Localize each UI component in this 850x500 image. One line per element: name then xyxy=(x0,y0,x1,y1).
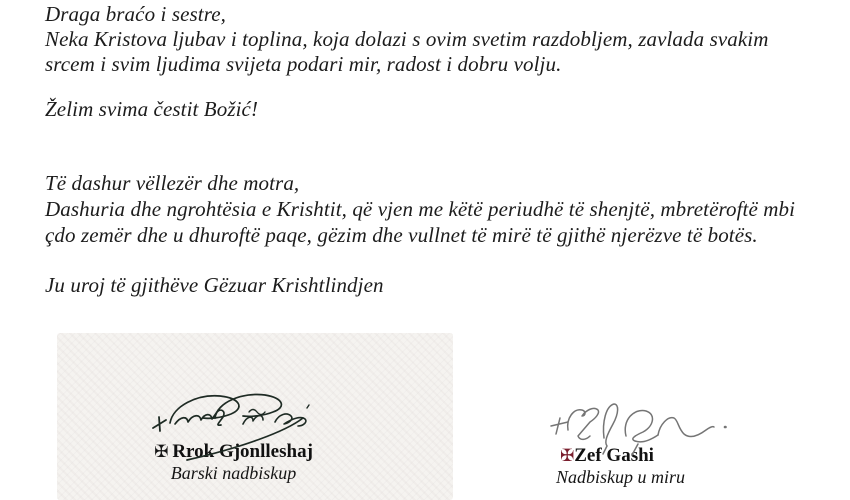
albanian-salutation: Të dashur vëllezër dhe motra, xyxy=(45,171,300,195)
signatory-name-left xyxy=(136,441,331,463)
croatian-body-line-1: Neka Kristova ljubav i toplina, koja dolazi s ovim svetim razdobljem, zavlada svakim xyxy=(45,27,769,51)
croatian-body-line-2: srcem i svim ljudima svijeta podari mir, radost i dobru volju. xyxy=(45,52,562,76)
christmas-greeting-croatian: Želim svima čestit Božić! xyxy=(45,97,259,121)
croatian-salutation: Draga braćo i sestre, xyxy=(45,2,226,26)
albanian-body-line-1: Dashuria dhe ngrohtësia e Krishtit, që vjen me këtë periudhë të shenjtë, mbretëroftë mbi xyxy=(45,197,796,221)
albanian-body-line-2: çdo zemër dhe u dhuroftë paqe, gëzim dhe vullnet të mirë të gjithë njerëzve të botës. xyxy=(45,223,758,247)
signatory-name-text: Rrok Gjonlleshaj xyxy=(172,441,313,462)
croatian-greeting-block xyxy=(45,2,769,77)
signatory-title-left: Barski nadbiskup xyxy=(170,463,297,483)
christmas-greeting-albanian: Ju uroj të gjithëve Gëzuar Krishtlindjen xyxy=(45,273,384,297)
signatory-name-right xyxy=(560,445,654,467)
signatory-title-right: Nadbiskup u miru xyxy=(556,467,686,487)
signatory-name-text: Zef Gashi xyxy=(574,445,654,466)
albanian-greeting-block xyxy=(45,170,795,248)
episcopal-cross-icon: ✠ xyxy=(560,446,575,466)
episcopal-cross-icon: ✠ xyxy=(154,442,169,462)
